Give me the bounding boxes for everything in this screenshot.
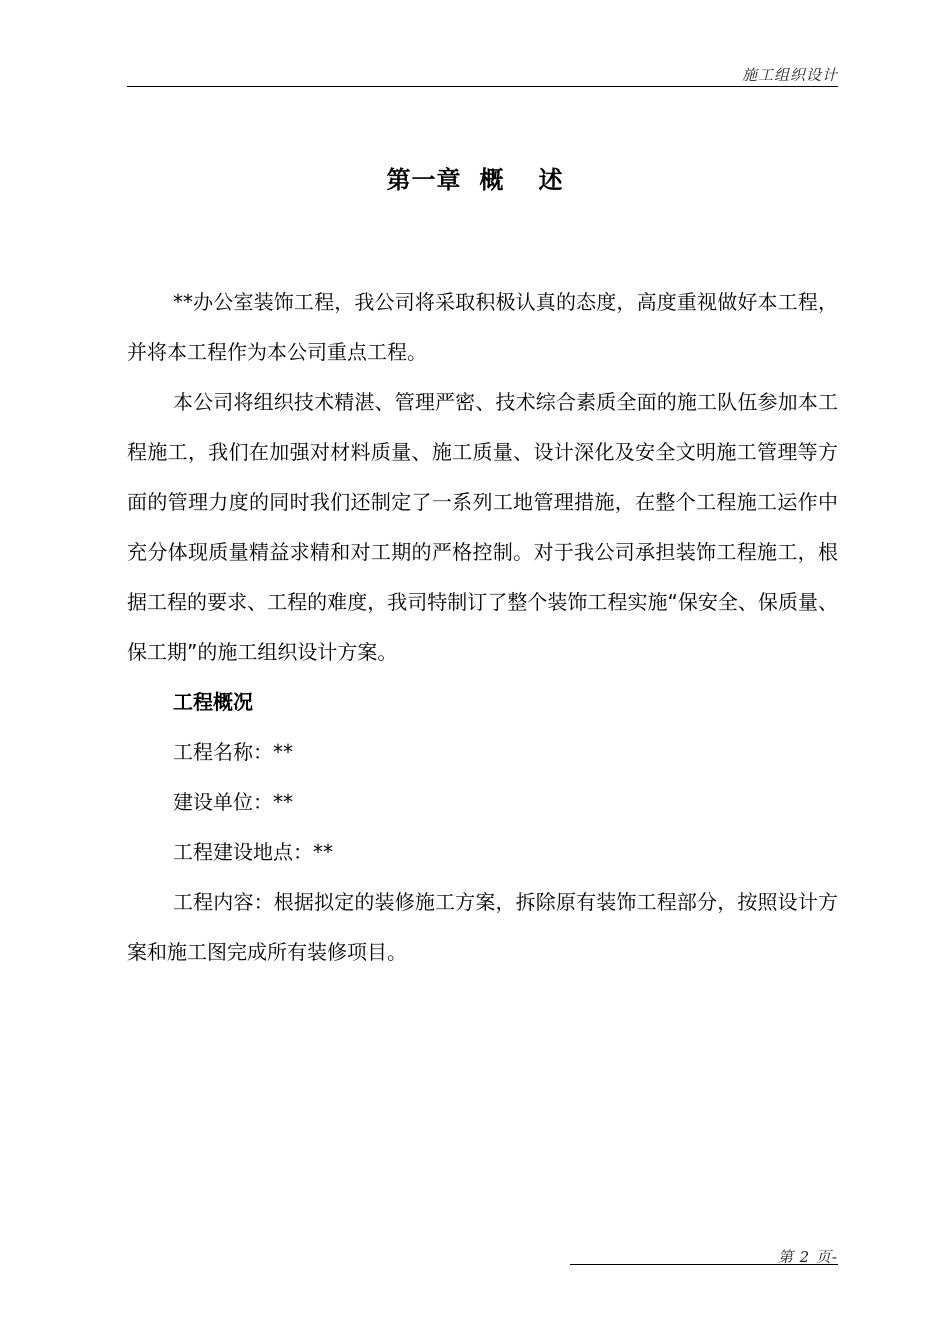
chapter-title	[0, 160, 950, 195]
section-heading-overview: 工程概况	[173, 690, 253, 714]
header-divider	[127, 86, 838, 87]
document-body	[127, 277, 838, 977]
location-line: 工程建设地点：**	[173, 840, 333, 864]
chapter-number: 第一章	[386, 166, 462, 194]
project-name-line: 工程名称：**	[173, 740, 293, 764]
running-header: 施工组织设计	[741, 66, 838, 84]
intro-paragraph: **办公室装饰工程，我公司将采取积极认真的态度，高度重视做好本工程，并将本工程作为本公司重点工程。	[127, 290, 838, 364]
chapter-title-part1: 概	[479, 166, 505, 194]
page-number: 第 2 页-	[777, 1248, 838, 1266]
project-content-paragraph: 工程内容：根据拟定的装修施工方案，拆除原有装饰工程部分，按照设计方案和施工图完成所有装修项目。	[127, 890, 838, 964]
builder-line: 建设单位：**	[173, 790, 293, 814]
chapter-title-part2: 述	[538, 166, 564, 194]
organization-paragraph: 本公司将组织技术精湛、管理严密、技术综合素质全面的施工队伍参加本工程施工，我们在加强对材料质量、施工质量、设计深化及安全文明施工管理等方面的管理力度的同时我们还制定了一系列工地管理措施，在整个工程施工运作中充分体现质量精益求精和对工期的严格控制。对于我公司承担装饰工程施工，根据工程的要求、工程的难度，我司特制订了整个装饰工程实施“保安全、保质量、保工期”的施工组织设计方案。	[127, 390, 838, 664]
footer-divider	[570, 1264, 838, 1265]
